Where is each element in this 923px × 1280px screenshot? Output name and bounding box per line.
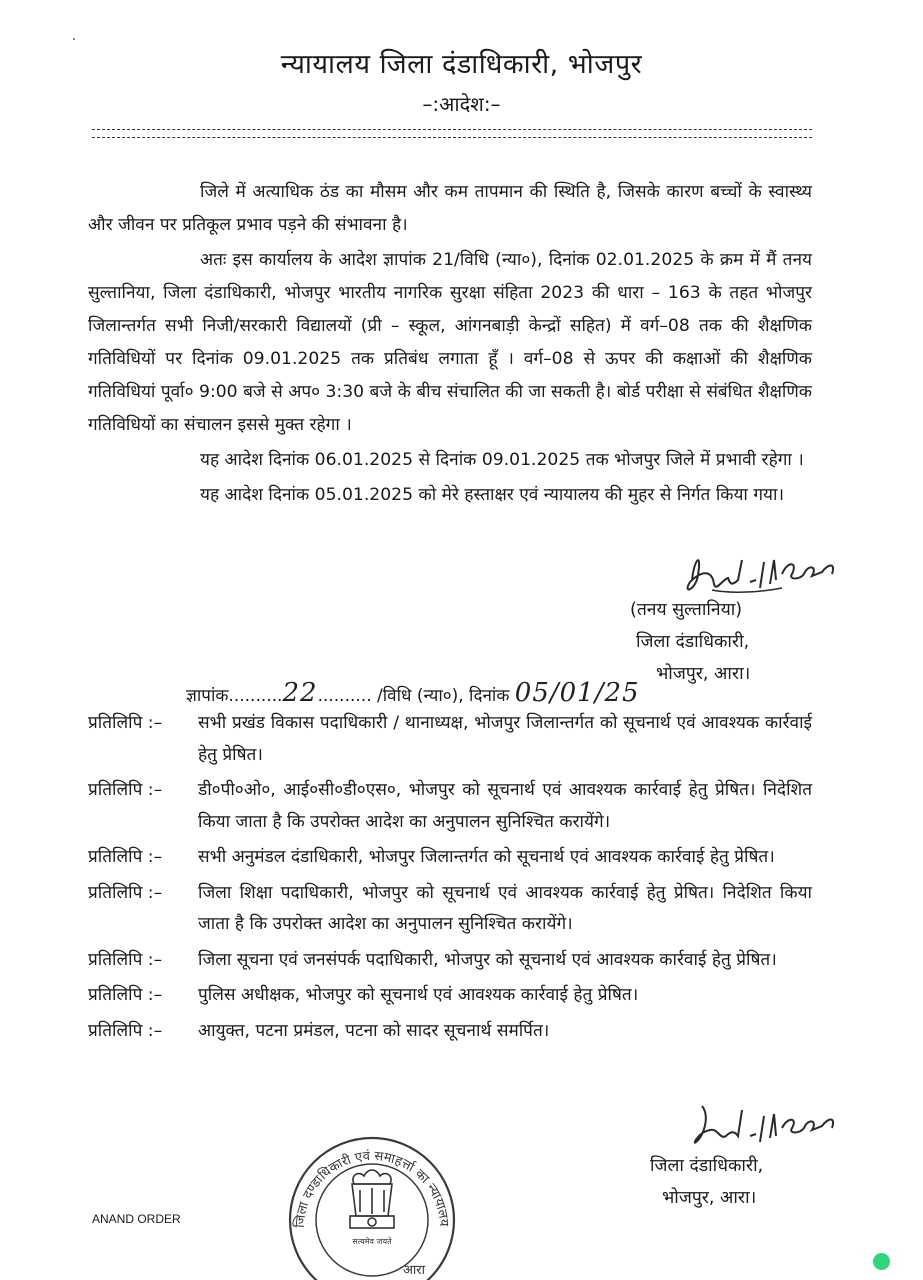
signatory-place: भोजपुर, आरा। <box>656 664 751 684</box>
memo-dots: .......... <box>228 686 283 706</box>
memo-middle: /विधि (न्या०), दिनांक <box>377 686 510 706</box>
memo-line <box>186 678 640 708</box>
copy-label: प्रतिलिपि :– <box>88 1020 163 1041</box>
scan-speck <box>73 38 75 40</box>
copy-list <box>88 708 812 1051</box>
paragraph: जिले में अत्याधिक ठंड का मौसम और कम तापमान की स्थिति है, जिसके कारण बच्चों के स्वास्थ्य और जीवन पर प्रतिकूल प्रभाव पड़ने की संभावना है। <box>88 182 812 235</box>
signatory-place: भोजपुर, आरा। <box>662 1188 757 1208</box>
copy-text: जिला शिक्षा पदाधिकारी, भोजपुर को सूचनार्थ एवं आवश्यक कार्रवाई हेतु प्रेषित। निदेशित किया जाता है कि उपरोक्त आदेश का अनुपालन सुनिश्चित करायेंगे। <box>198 882 812 934</box>
status-indicator <box>873 1253 890 1270</box>
copy-label: प्रतिलिपि :– <box>88 949 163 970</box>
copy-text: आयुक्त, पटना प्रमंडल, पटना को सादर सूचनार्थ समर्पित। <box>198 1020 550 1041</box>
signatory-name: (तनय सुल्तानिया) <box>630 600 743 620</box>
copy-text: जिला सूचना एवं जनसंपर्क पदाधिकारी, भोजपुर को सूचनार्थ एवं आवश्यक कार्रवाई हेतु प्रेषित। <box>198 949 777 970</box>
divider-line <box>92 137 812 138</box>
signatory-block <box>630 594 830 690</box>
copy-text: डी०पी०ओ०, आई०सी०डी०एस०, भोजपुर को सूचनार्थ एवं आवश्यक कार्रवाई हेतु प्रेषित। निदेशित किया जाता है कि उपरोक्त आदेश का अनुपालन सुनिश्चित करायेंगे। <box>198 780 812 832</box>
order-heading: –:आदेश:– <box>422 92 501 116</box>
copy-label: प्रतिलिपि :– <box>88 882 163 903</box>
list-item <box>88 945 812 977</box>
paragraph: अतः इस कार्यालय के आदेश ज्ञापांक 21/विधि (न्या०), दिनांक 02.01.2025 के क्रम में मैं तनय सुल्तानिया, जिला दंडाधिकारी, भोजपुर भारतीय नागरिक सुरक्षा संहिता 2023 की धारा – 163 के तहत भोजपुर जिलान्तर्गत सभी निजी/सरकारी विद्यालयों (प्री – स्कूल, आंगनबाड़ी केन्द्रों सहित) में वर्ग–08 तक की शैक्षणिक गतिविधियों पर दिनांक 09.01.2025 तक प्रतिबंध लगाता हूँ । वर्ग–08 से ऊपर की कक्षाओं की शैक्षणिक गतिविधियां पूर्वा० 9:00 बजे से अप० 3:30 बजे के बीच संचालित की जा सकती है। बोर्ड परीक्षा से संबंधित शैक्षणिक गतिविधियों का संचालन इससे मुक्त रहेगा । <box>88 250 812 435</box>
copy-text: सभी प्रखंड विकास पदाधिकारी / थानाध्यक्ष, भोजपुर जिलान्तर्गत को सूचनार्थ एवं आवश्यक कार्रवाई हेतु प्रेषित। <box>198 713 812 765</box>
list-item <box>88 1016 812 1048</box>
signatory-designation: जिला दंडाधिकारी, <box>650 1156 764 1176</box>
copy-label: प्रतिलिपि :– <box>88 713 163 733</box>
list-item <box>88 878 812 941</box>
seal-bottom-text: आरा <box>403 1263 425 1278</box>
court-title: न्यायालय जिला दंडाधिकारी, भोजपुर <box>280 49 643 80</box>
memo-number: 22 <box>282 678 318 708</box>
copy-label: प्रतिलिपि :– <box>88 985 163 1005</box>
court-seal-emblem <box>284 1128 460 1280</box>
copy-text: सभी अनुमंडल दंडाधिकारी, भोजपुर जिलान्तर्गत को सूचनार्थ एवं आवश्यक कार्रवाई हेतु प्रेषित। <box>198 847 775 867</box>
paragraph: यह आदेश दिनांक 06.01.2025 से दिनांक 09.01.2025 तक भोजपुर जिले में प्रभावी रहेगा । <box>200 450 804 470</box>
copy-text: पुलिस अधीक्षक, भोजपुर को सूचनार्थ एवं आवश्यक कार्रवाई हेतु प्रेषित। <box>198 985 639 1005</box>
bottom-signatory-block <box>650 1150 830 1214</box>
list-item <box>88 842 812 874</box>
footer-code: ANAND ORDER <box>92 1212 181 1226</box>
memo-dots: .......... <box>317 686 372 706</box>
signatory-designation: जिला दंडाधिकारी, <box>636 632 750 652</box>
seal-motto: सत्यमेव जयते <box>352 1237 392 1246</box>
paragraph: यह आदेश दिनांक 05.01.2025 को मेरे हस्ताक्षर एवं न्यायालय की मुहर से निर्गत किया गया। <box>200 485 784 505</box>
order-body <box>88 176 812 514</box>
list-item <box>88 708 812 771</box>
list-item <box>88 775 812 838</box>
memo-date: 05/01/25 <box>514 678 640 708</box>
emblem-icon <box>350 1170 394 1228</box>
signature-scribble <box>684 1096 844 1158</box>
copy-label: प्रतिलिपि :– <box>88 780 163 800</box>
list-item <box>88 980 812 1012</box>
memo-prefix: ज्ञापांक <box>186 686 229 706</box>
copy-label: प्रतिलिपि :– <box>88 847 163 867</box>
divider-line <box>92 129 812 130</box>
seal-text: जिला दण्डाधिकारी एवं समाहर्त्ता का न्यायालय <box>292 1148 452 1229</box>
